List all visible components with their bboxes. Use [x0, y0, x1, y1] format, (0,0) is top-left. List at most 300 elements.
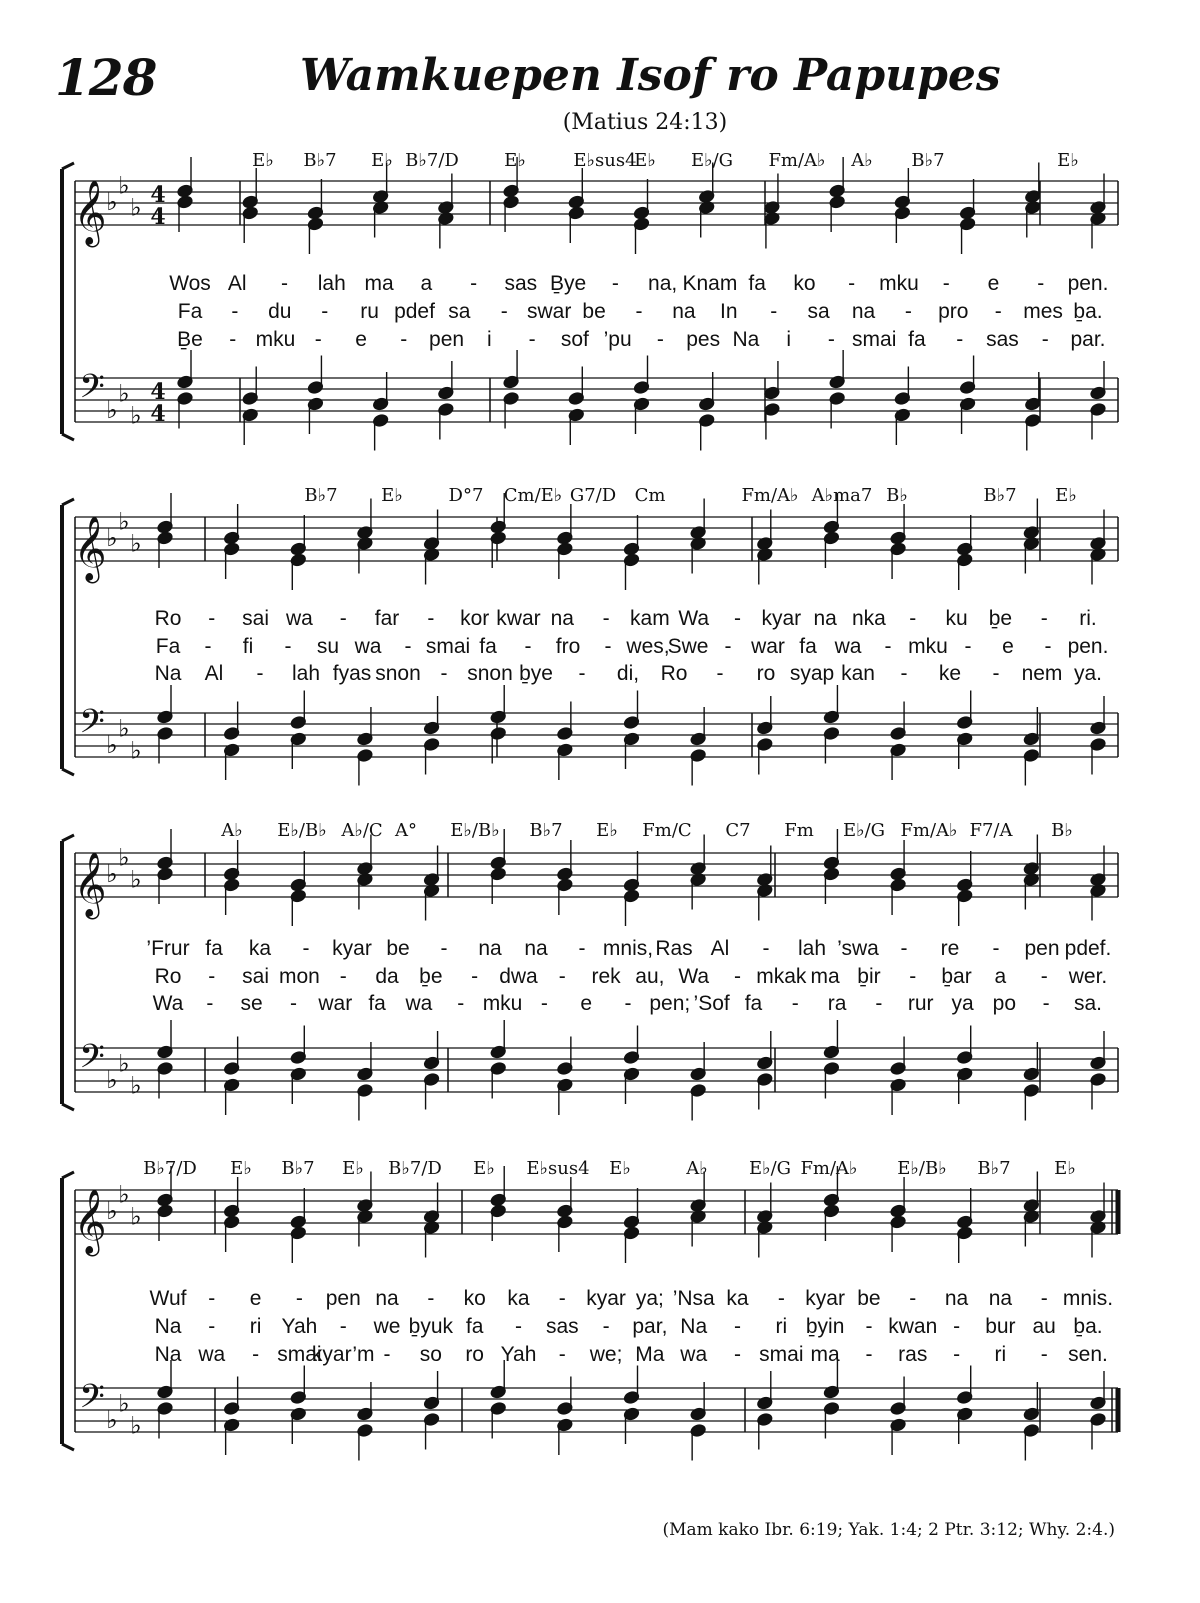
lyric-hyphen: - — [427, 607, 435, 630]
chord-symbol: Fm — [784, 820, 814, 841]
lyric-syllable: ru — [360, 300, 379, 323]
lyric-hyphen: - — [208, 1315, 216, 1338]
lyric-syllable: wes, — [626, 635, 670, 658]
lyric-syllable: fa — [479, 635, 497, 658]
key-signature-flat-icon: ♭ — [106, 860, 118, 888]
key-signature-flat-icon: ♭ — [130, 1202, 142, 1231]
lyric-syllable: e — [580, 992, 593, 1015]
system-bracket — [62, 1104, 74, 1110]
lyric-hyphen: - — [827, 328, 835, 351]
lyric-hyphen: - — [1040, 607, 1048, 630]
lyric-syllable: nka — [852, 607, 886, 630]
key-signature-flat-icon: ♭ — [106, 731, 118, 759]
lyric-syllable: kam — [630, 607, 670, 630]
chord-symbol: F7/A — [969, 820, 1013, 841]
lyric-syllable: swar — [527, 300, 572, 323]
lyric-syllable: war — [751, 635, 785, 658]
lyric-hyphen: - — [206, 992, 214, 1015]
lyric-syllable: fa — [465, 1315, 484, 1338]
lyric-syllable: ḇe — [419, 965, 443, 988]
lyric-hyphen: - — [339, 965, 347, 988]
lyric-hyphen: - — [900, 662, 908, 685]
chord-symbol: A♭ — [851, 150, 873, 171]
hymn-number: 128 — [55, 48, 157, 107]
lyric-hyphen: - — [656, 328, 664, 351]
chord-symbol: Cm — [634, 485, 666, 506]
bass-clef-icon: 𝄢 — [79, 1378, 105, 1424]
system-bracket — [62, 1444, 74, 1450]
key-signature-flat-icon: ♭ — [118, 507, 130, 536]
key-signature-flat-icon: ♭ — [130, 865, 142, 894]
chord-symbol: B♭ — [1051, 820, 1073, 841]
lyric-syllable: nem — [1021, 662, 1063, 685]
lyric-hyphen: - — [992, 662, 1000, 685]
lyric-syllable: ya. — [1073, 662, 1103, 685]
key-signature-flat-icon: ♭ — [130, 529, 142, 558]
key-signature-flat-icon: ♭ — [106, 1406, 118, 1434]
bass-clef-icon: 𝄢 — [79, 1038, 105, 1084]
lyric-hyphen: - — [457, 992, 465, 1015]
lyric-hyphen: - — [400, 328, 408, 351]
lyric-syllable: sen. — [1068, 1343, 1108, 1366]
lyric-syllable: ḇe — [988, 607, 1013, 630]
lyric-hyphen: - — [470, 272, 478, 295]
lyric-syllable: na — [672, 300, 696, 323]
lyric-syllable: fa — [799, 635, 817, 658]
chord-symbol: B♭7 — [911, 150, 945, 171]
lyric-hyphen: - — [762, 937, 770, 960]
chord-symbol: B♭7 — [281, 1158, 315, 1179]
chord-symbol: E♭ — [504, 150, 526, 171]
lyric-syllable: ko — [463, 1287, 486, 1310]
lyric-syllable: sai — [242, 965, 270, 988]
lyric-hyphen: - — [734, 1315, 742, 1338]
lyric-syllable: war — [318, 992, 353, 1015]
lyric-hyphen: - — [953, 1315, 961, 1338]
lyric-syllable: ro — [756, 662, 776, 685]
lyric-syllable: Ro — [660, 662, 688, 685]
lyric-syllable: ke — [938, 662, 962, 685]
lyric-syllable: par. — [1070, 328, 1106, 351]
system-bracket — [62, 434, 74, 440]
lyric-syllable: ka — [507, 1287, 530, 1310]
lyric-syllable: ḇar — [941, 965, 972, 988]
key-signature-flat-icon: ♭ — [106, 524, 118, 552]
lyric-syllable: Ras — [655, 937, 693, 960]
lyric-syllable: wa — [680, 1343, 708, 1366]
lyric-hyphen: - — [231, 300, 239, 323]
lyric-syllable: wa — [354, 635, 382, 658]
lyric-syllable: Na — [154, 662, 182, 685]
lyric-syllable: pen — [1024, 937, 1060, 960]
lyric-hyphen: - — [635, 300, 643, 323]
lyric-hyphen: - — [624, 992, 632, 1015]
lyric-syllable: a — [420, 272, 433, 295]
lyric-syllable: kwan — [888, 1315, 938, 1338]
lyric-syllable: i — [786, 328, 791, 351]
lyric-syllable: kyar — [761, 607, 802, 630]
chord-symbol: E♭ — [342, 1158, 364, 1179]
lyric-syllable: Knam — [682, 272, 738, 295]
lyric-hyphen: - — [1040, 1343, 1048, 1366]
lyric-hyphen: - — [770, 300, 778, 323]
lyric-syllable: kan — [841, 662, 875, 685]
lyric-hyphen: - — [1044, 635, 1052, 658]
chord-symbol: Fm/C — [642, 820, 692, 841]
lyric-syllable: ḇyuk — [408, 1315, 454, 1338]
lyric-syllable: rur — [907, 992, 934, 1015]
lyric-syllable: ya — [951, 992, 974, 1015]
key-signature-flat-icon: ♭ — [130, 1071, 142, 1100]
lyric-hyphen: - — [734, 607, 742, 630]
system-bracket — [62, 1172, 74, 1178]
lyric-hyphen: - — [404, 635, 412, 658]
lyric-syllable: i — [486, 328, 492, 351]
lyric-hyphen: - — [865, 1315, 873, 1338]
lyric-hyphen: - — [558, 1343, 566, 1366]
lyric-syllable: Ma — [635, 1343, 665, 1366]
lyric-syllable: au — [1032, 1315, 1056, 1338]
lyric-syllable: kyar — [332, 937, 372, 960]
lyric-hyphen: - — [875, 992, 883, 1015]
time-signature-numerator: 4 — [150, 379, 166, 405]
key-signature-flat-icon: ♭ — [118, 714, 130, 743]
chord-symbol: B♭7 — [529, 820, 563, 841]
lyric-syllable: ra — [827, 992, 847, 1015]
lyric-hyphen: - — [514, 1315, 522, 1338]
treble-clef-icon: 𝄞 — [73, 1189, 107, 1254]
lyric-hyphen: - — [791, 992, 799, 1015]
chord-symbol: Fm/A♭ — [900, 820, 958, 841]
lyric-syllable: mku — [482, 992, 523, 1015]
lyric-syllable: da — [375, 965, 399, 988]
lyric-syllable: wer. — [1068, 965, 1108, 988]
lyric-hyphen: - — [578, 662, 586, 685]
lyric-hyphen: - — [884, 635, 892, 658]
lyric-syllable: far — [374, 607, 400, 630]
chord-symbol: D°7 — [448, 485, 484, 506]
chord-symbol: B♭7 — [977, 1158, 1011, 1179]
lyric-syllable: fa — [368, 992, 386, 1015]
lyric-syllable: sas — [504, 272, 538, 295]
lyric-syllable: kyar — [586, 1287, 626, 1310]
system-bracket — [62, 163, 74, 169]
lyric-syllable: lah — [797, 937, 827, 960]
lyric-syllable: Ḇe — [177, 328, 203, 351]
chord-symbol: A♭ — [686, 1158, 708, 1179]
lyric-syllable: fa — [205, 937, 223, 960]
lyric-syllable: we — [373, 1315, 401, 1338]
lyric-hyphen: - — [383, 1343, 391, 1366]
lyric-syllable: pes — [686, 328, 721, 351]
lyric-syllable: ’Nsa — [672, 1287, 715, 1310]
lyric-syllable: Swe — [667, 635, 709, 658]
chord-symbol: B♭ — [886, 485, 908, 506]
lyric-syllable: dwa — [499, 965, 538, 988]
lyric-syllable: Wa — [152, 992, 184, 1015]
lyric-hyphen: - — [204, 635, 212, 658]
chord-symbol: E♭/G — [842, 820, 886, 841]
lyric-syllable: ḇa. — [1073, 1315, 1103, 1338]
lyric-hyphen: - — [427, 1287, 435, 1310]
lyric-syllable: so — [419, 1343, 442, 1366]
lyric-hyphen: - — [992, 937, 1000, 960]
key-signature-flat-icon: ♭ — [106, 396, 118, 424]
lyric-syllable: na — [478, 937, 502, 960]
lyric-hyphen: - — [909, 607, 917, 630]
chord-symbol: B♭7/D — [388, 1158, 442, 1179]
lyric-syllable: mkak — [756, 965, 807, 988]
chord-symbol: E♭ — [381, 485, 403, 506]
chord-symbol: B♭7 — [303, 150, 337, 171]
lyric-hyphen: - — [900, 937, 908, 960]
chord-symbol: E♭sus4 — [573, 150, 637, 171]
lyric-hyphen: - — [611, 272, 619, 295]
lyric-syllable: ka — [248, 937, 272, 960]
lyric-syllable: Ro — [154, 965, 182, 988]
lyric-hyphen: - — [602, 607, 610, 630]
lyric-hyphen: - — [314, 328, 322, 351]
chord-symbol: E♭ — [1057, 150, 1079, 171]
lyric-hyphen: - — [558, 965, 566, 988]
lyric-hyphen: - — [909, 1287, 917, 1310]
lyric-syllable: be — [857, 1287, 881, 1310]
lyric-hyphen: - — [942, 272, 950, 295]
chord-symbol: Cm/E♭ — [503, 485, 563, 506]
lyric-syllable: rek — [591, 965, 621, 988]
chord-symbol: E♭sus4 — [526, 1158, 590, 1179]
lyric-hyphen: - — [602, 1315, 610, 1338]
lyric-hyphen: - — [500, 300, 508, 323]
chord-symbol: C7 — [725, 820, 751, 841]
lyric-hyphen: - — [471, 965, 479, 988]
lyric-syllable: ro — [465, 1343, 484, 1366]
lyric-syllable: ḇir — [857, 965, 881, 988]
lyric-hyphen: - — [208, 607, 216, 630]
lyric-syllable: pen; — [649, 992, 691, 1015]
lyric-syllable: fa — [748, 272, 766, 295]
chord-symbol: E♭ — [634, 150, 656, 171]
lyric-syllable: ’pu — [603, 328, 632, 351]
lyric-syllable: Al — [227, 272, 247, 295]
lyric-syllable: kor — [460, 607, 490, 630]
lyric-syllable: a — [994, 965, 1007, 988]
lyric-syllable: Na — [154, 1343, 182, 1366]
lyric-syllable: snon — [467, 662, 513, 685]
lyric-syllable: ri — [775, 1315, 788, 1338]
lyric-syllable: Ro — [154, 607, 182, 630]
lyric-hyphen: - — [964, 635, 972, 658]
chord-symbol: A° — [395, 820, 417, 841]
lyric-syllable: lah — [291, 662, 321, 685]
lyric-syllable: smai — [759, 1343, 804, 1366]
key-signature-flat-icon: ♭ — [118, 171, 130, 200]
lyric-hyphen: - — [295, 1287, 303, 1310]
lyric-hyphen: - — [848, 272, 856, 295]
lyric-syllable: Yah — [281, 1315, 318, 1338]
chord-symbol: B♭7/D — [405, 150, 459, 171]
key-signature-flat-icon: ♭ — [106, 1197, 118, 1225]
lyric-syllable: Na — [154, 1315, 182, 1338]
lyric-syllable: wa — [405, 992, 433, 1015]
key-signature-flat-icon: ♭ — [118, 843, 130, 872]
lyric-syllable: du — [268, 300, 292, 323]
lyric-syllable: ya; — [635, 1287, 664, 1310]
lyric-syllable: Wa — [678, 965, 710, 988]
lyric-syllable: po — [992, 992, 1017, 1015]
lyric-syllable: kyar — [805, 1287, 845, 1310]
lyric-hyphen: - — [339, 607, 347, 630]
lyric-hyphen: - — [1040, 965, 1048, 988]
lyric-hyphen: - — [208, 965, 216, 988]
chord-symbol: Fm/A♭ — [768, 150, 826, 171]
bass-clef-icon: 𝄢 — [79, 368, 105, 414]
lyric-syllable: ma — [364, 272, 394, 295]
lyric-syllable: kyar’m — [311, 1343, 375, 1366]
lyric-syllable: ri. — [1079, 607, 1097, 630]
lyric-syllable: na — [813, 607, 837, 630]
treble-clef-icon: 𝄞 — [73, 852, 107, 917]
lyric-syllable: be — [582, 300, 606, 323]
lyric-syllable: ras — [898, 1343, 928, 1366]
lyric-syllable: su — [316, 635, 340, 658]
lyric-syllable: wa — [834, 635, 862, 658]
lyric-syllable: ’Sof — [693, 992, 730, 1015]
lyric-hyphen: - — [302, 937, 310, 960]
lyric-syllable: ri — [994, 1343, 1007, 1366]
lyric-syllable: par, — [632, 1315, 668, 1338]
key-signature-flat-icon: ♭ — [130, 1411, 142, 1440]
chord-symbol: E♭ — [230, 1158, 252, 1179]
lyric-syllable: ma — [810, 965, 840, 988]
lyric-hyphen: - — [734, 965, 742, 988]
lyric-hyphen: - — [229, 328, 237, 351]
lyric-syllable: bur — [985, 1315, 1016, 1338]
chord-symbol: E♭ — [1055, 485, 1077, 506]
chord-symbol: E♭ — [609, 1158, 631, 1179]
lyric-hyphen: - — [528, 328, 536, 351]
lyric-syllable: ku — [945, 607, 968, 630]
lyric-syllable: Na — [732, 328, 760, 351]
lyric-syllable: Fa — [155, 635, 181, 658]
chord-symbol: E♭/B♭ — [450, 820, 500, 841]
lyric-hyphen: - — [524, 635, 532, 658]
lyric-hyphen: - — [284, 635, 292, 658]
lyric-syllable: ḇyin — [805, 1315, 845, 1338]
lyric-syllable: lah — [317, 272, 346, 295]
lyric-syllable: mku — [908, 635, 948, 658]
lyric-syllable: we; — [589, 1343, 623, 1366]
key-signature-flat-icon: ♭ — [106, 188, 118, 216]
lyric-syllable: sa — [807, 300, 830, 323]
time-signature-denominator: 4 — [150, 204, 166, 230]
lyric-syllable: mnis. — [1062, 1287, 1114, 1310]
lyric-syllable: pen — [429, 328, 465, 351]
key-signature-flat-icon: ♭ — [130, 193, 142, 222]
lyric-syllable: fi — [242, 635, 254, 658]
chord-symbol: G7/D — [569, 485, 617, 506]
lyric-hyphen: - — [777, 1287, 785, 1310]
treble-clef-icon: 𝄞 — [73, 180, 107, 245]
lyric-hyphen: - — [909, 965, 917, 988]
chord-symbol: E♭ — [473, 1158, 495, 1179]
chord-symbol: Fm/A♭ — [800, 1158, 858, 1179]
lyric-hyphen: - — [994, 300, 1002, 323]
chord-symbol: A♭ma7 — [811, 485, 873, 506]
lyric-hyphen: - — [953, 1343, 961, 1366]
lyric-syllable: pen — [325, 1287, 361, 1310]
key-signature-flat-icon: ♭ — [118, 1389, 130, 1418]
lyric-hyphen: - — [540, 992, 548, 1015]
footnote-references: (Mam kako Ibr. 6:19; Yak. 1:4; 2 Ptr. 3:12; Why. 2:4.) — [662, 1520, 1115, 1540]
chord-symbol: E♭/B♭ — [897, 1158, 947, 1179]
lyric-syllable: mnis, — [602, 937, 654, 960]
lyric-hyphen: - — [724, 635, 732, 658]
lyric-syllable: ko — [793, 272, 816, 295]
lyric-syllable: e — [249, 1287, 262, 1310]
lyric-syllable: smai — [277, 1343, 322, 1366]
lyric-syllable: ’swa — [837, 937, 879, 960]
chord-symbol: B♭7 — [304, 485, 338, 506]
chord-symbol: E♭/G — [748, 1158, 792, 1179]
lyric-syllable: wa — [285, 607, 313, 630]
lyric-syllable: ri — [249, 1315, 262, 1338]
lyric-syllable: Yah — [500, 1343, 537, 1366]
time-signature-numerator: 4 — [150, 182, 166, 208]
lyric-syllable: Ḇye — [550, 272, 587, 295]
key-signature-flat-icon: ♭ — [106, 1066, 118, 1094]
bass-clef-icon: 𝄢 — [79, 703, 105, 749]
key-signature-flat-icon: ♭ — [118, 1180, 130, 1209]
lyric-hyphen: - — [252, 1343, 260, 1366]
chord-symbol: B♭7/D — [143, 1158, 197, 1179]
key-signature-flat-icon: ♭ — [118, 1049, 130, 1078]
lyric-syllable: fa — [908, 328, 926, 351]
chord-symbol: B♭7 — [983, 485, 1017, 506]
lyric-syllable: pdef — [394, 300, 435, 323]
time-signature-denominator: 4 — [150, 401, 166, 427]
lyric-syllable: na, — [648, 272, 678, 295]
lyric-hyphen: - — [904, 300, 912, 323]
system-bracket — [62, 499, 74, 505]
lyric-syllable: Wos — [169, 272, 211, 295]
lyric-syllable: sas — [986, 328, 1019, 351]
lyric-syllable: di, — [616, 662, 640, 685]
lyric-hyphen: - — [865, 1343, 873, 1366]
lyric-syllable: e — [1002, 635, 1014, 658]
chord-symbol: E♭ — [596, 820, 618, 841]
lyric-hyphen: - — [440, 937, 448, 960]
lyric-syllable: pen. — [1067, 272, 1109, 295]
lyric-syllable: na — [988, 1287, 1013, 1310]
lyric-syllable: sas — [545, 1315, 579, 1338]
lyric-hyphen: - — [256, 662, 264, 685]
lyric-syllable: fyas — [332, 662, 372, 685]
lyric-syllable: snon — [375, 662, 421, 685]
lyric-hyphen: - — [578, 937, 586, 960]
lyric-syllable: na — [851, 300, 876, 323]
lyric-hyphen: - — [440, 662, 448, 685]
lyric-syllable: Wa — [678, 607, 710, 630]
key-signature-flat-icon: ♭ — [130, 401, 142, 430]
lyric-syllable: smai — [852, 328, 897, 351]
lyric-syllable: mes — [1023, 300, 1063, 323]
key-signature-flat-icon: ♭ — [118, 379, 130, 408]
lyric-hyphen: - — [734, 1343, 742, 1366]
lyric-syllable: sa — [448, 300, 471, 323]
hymn-title: Wamkuepen Isof ro Papupes — [300, 50, 1001, 101]
lyric-syllable: mku — [255, 328, 296, 351]
